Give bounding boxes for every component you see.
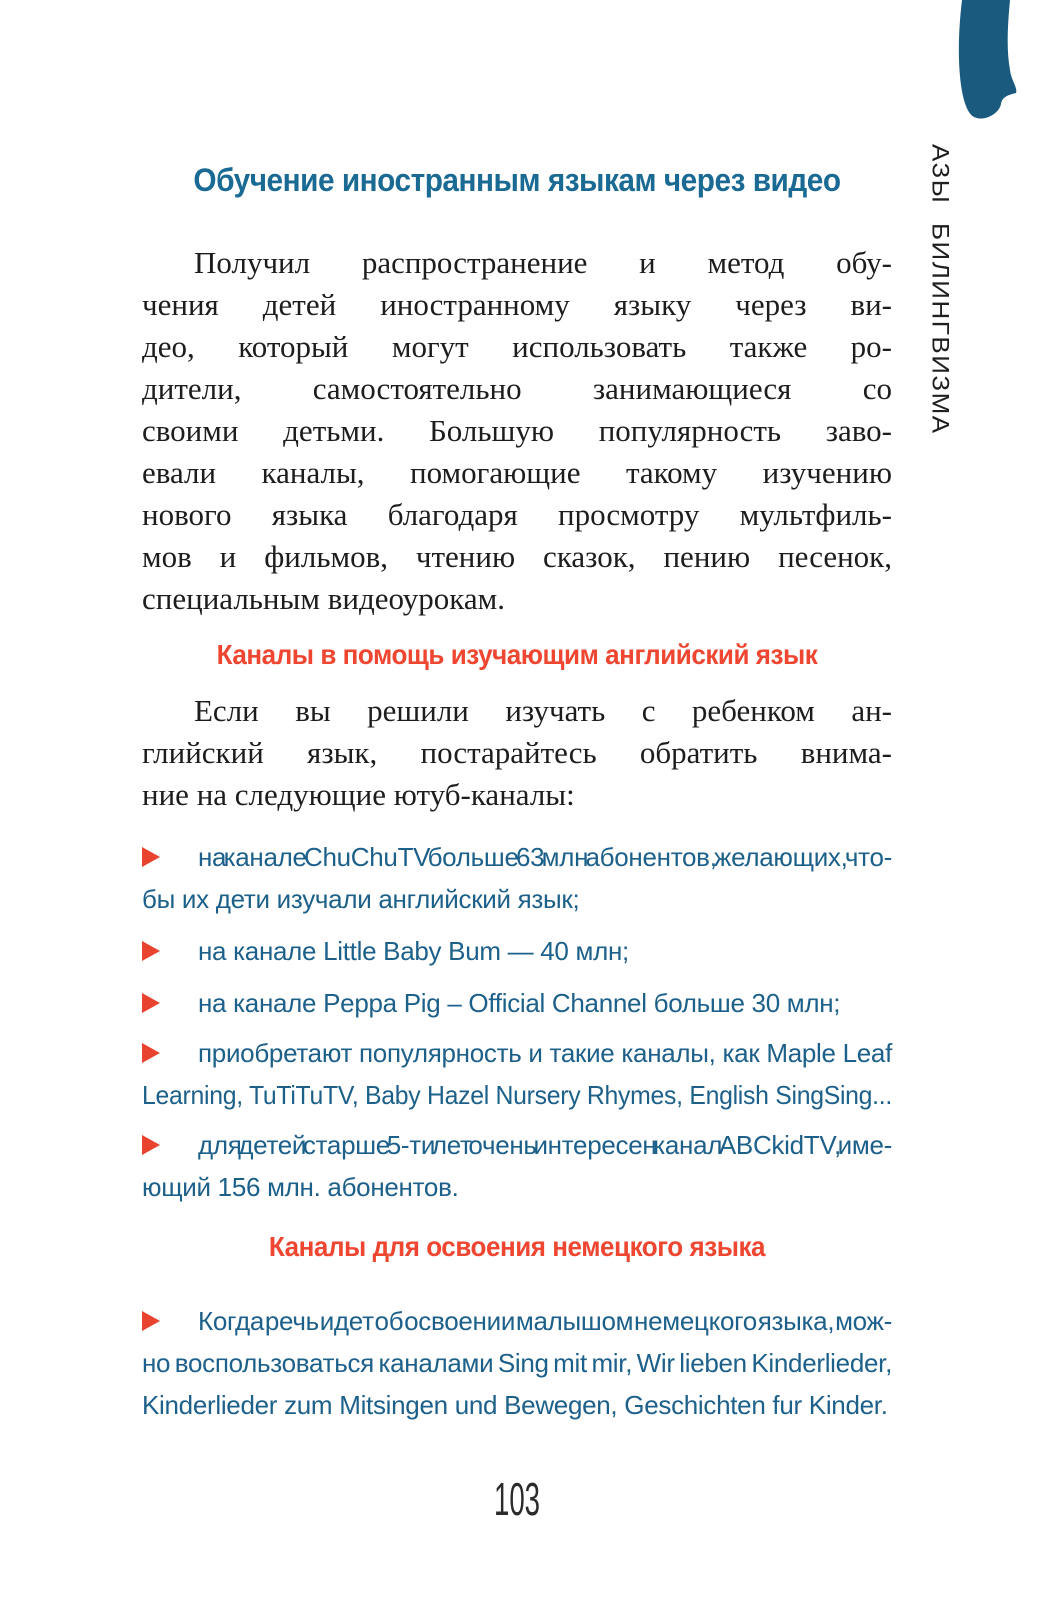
page-title: Обучение иностранным языкам через видео (193, 162, 841, 198)
bullet-item-german-channels (142, 1300, 892, 1426)
english-channel-list (142, 836, 892, 1208)
page-number: 103 (493, 1473, 541, 1525)
bullet-triangle-icon (142, 1043, 160, 1063)
bullet-item-peppapig (142, 982, 892, 1024)
bullet-item-littlebabybum (142, 930, 892, 972)
bullet-item-abckidtv (142, 1124, 892, 1208)
page-content (142, 0, 892, 1524)
bullet-line: приобретают популярность и такие каналы, как Maple Leaf (198, 1038, 892, 1068)
bullet-triangle-icon (142, 1311, 160, 1331)
bullet-line: Learning, TuTiTuTV, Baby Hazel Nursery Rhymes, English SingSing... (142, 1080, 892, 1110)
section-heading-german: Каналы для освоения немецкого языка (268, 1231, 766, 1262)
paragraph-line: нового языка благодаря просмотру мультфиль- (142, 497, 892, 532)
paragraph-line: део, который могут использовать также ро- (142, 329, 892, 364)
intro-paragraph (142, 242, 892, 620)
sidebar-vertical-title: АЗЫ БИЛИНГВИЗМА (926, 144, 955, 435)
paragraph-line: чения детей иностранному языку через ви- (142, 287, 892, 322)
paragraph-line: дители, самостоятельно занимающиеся со (142, 371, 892, 406)
brush-stroke-decoration (952, 0, 1022, 125)
bullet-item-chuchutv (142, 836, 892, 920)
paragraph-line: Получил распространение и метод обу- (194, 245, 892, 280)
bullet-line: на канале Peppa Pig – Official Channel больше 30 млн; (198, 988, 841, 1018)
paragraph-line: глийский язык, постарайтесь обратить внима- (142, 735, 892, 770)
bullet-line: ющий 156 млн. абонентов. (142, 1172, 459, 1202)
german-channel-list (142, 1300, 892, 1426)
bullet-triangle-icon (142, 941, 160, 961)
paragraph-line: Если вы решили изучать с ребенком ан- (194, 693, 892, 728)
paragraph-line: своими детьми. Большую популярность заво- (142, 413, 892, 448)
bullet-line: бы их дети изучали английский язык; (142, 884, 580, 914)
bullet-line: Kinderlieder zum Mitsingen und Bewegen, Geschichten fur Kinder. (142, 1390, 888, 1420)
bullet-item-other-channels (142, 1032, 892, 1116)
paragraph-line: ние на следующие ютуб-каналы: (142, 777, 575, 812)
paragraph-line: специальным видеоурокам. (142, 581, 506, 616)
bullet-line: для детей старше 5-ти лет очень интересен канал ABCkidTV, име- (198, 1130, 892, 1160)
bullet-line: Когда речь идет об освоении малышом немецкого языка, мож- (198, 1306, 892, 1336)
paragraph-line: мов и фильмов, чтению сказок, пению песенок, (142, 539, 892, 574)
bullet-line: но воспользоваться каналами Sing mit mir, Wir lieben Kinderlieder, (142, 1348, 892, 1378)
section-heading-english: Каналы в помощь изучающим английский язык (216, 639, 818, 670)
english-intro-paragraph (142, 690, 892, 816)
bullet-triangle-icon (142, 993, 160, 1013)
bullet-triangle-icon (142, 1135, 160, 1155)
bullet-triangle-icon (142, 847, 160, 867)
paragraph-line: евали каналы, помогающие такому изучению (142, 455, 892, 490)
bullet-line: на канале ChuChuTV больше 63 млн абонентов, желающих, что- (198, 842, 892, 872)
bullet-line: на канале Little Baby Bum — 40 млн; (198, 936, 629, 966)
